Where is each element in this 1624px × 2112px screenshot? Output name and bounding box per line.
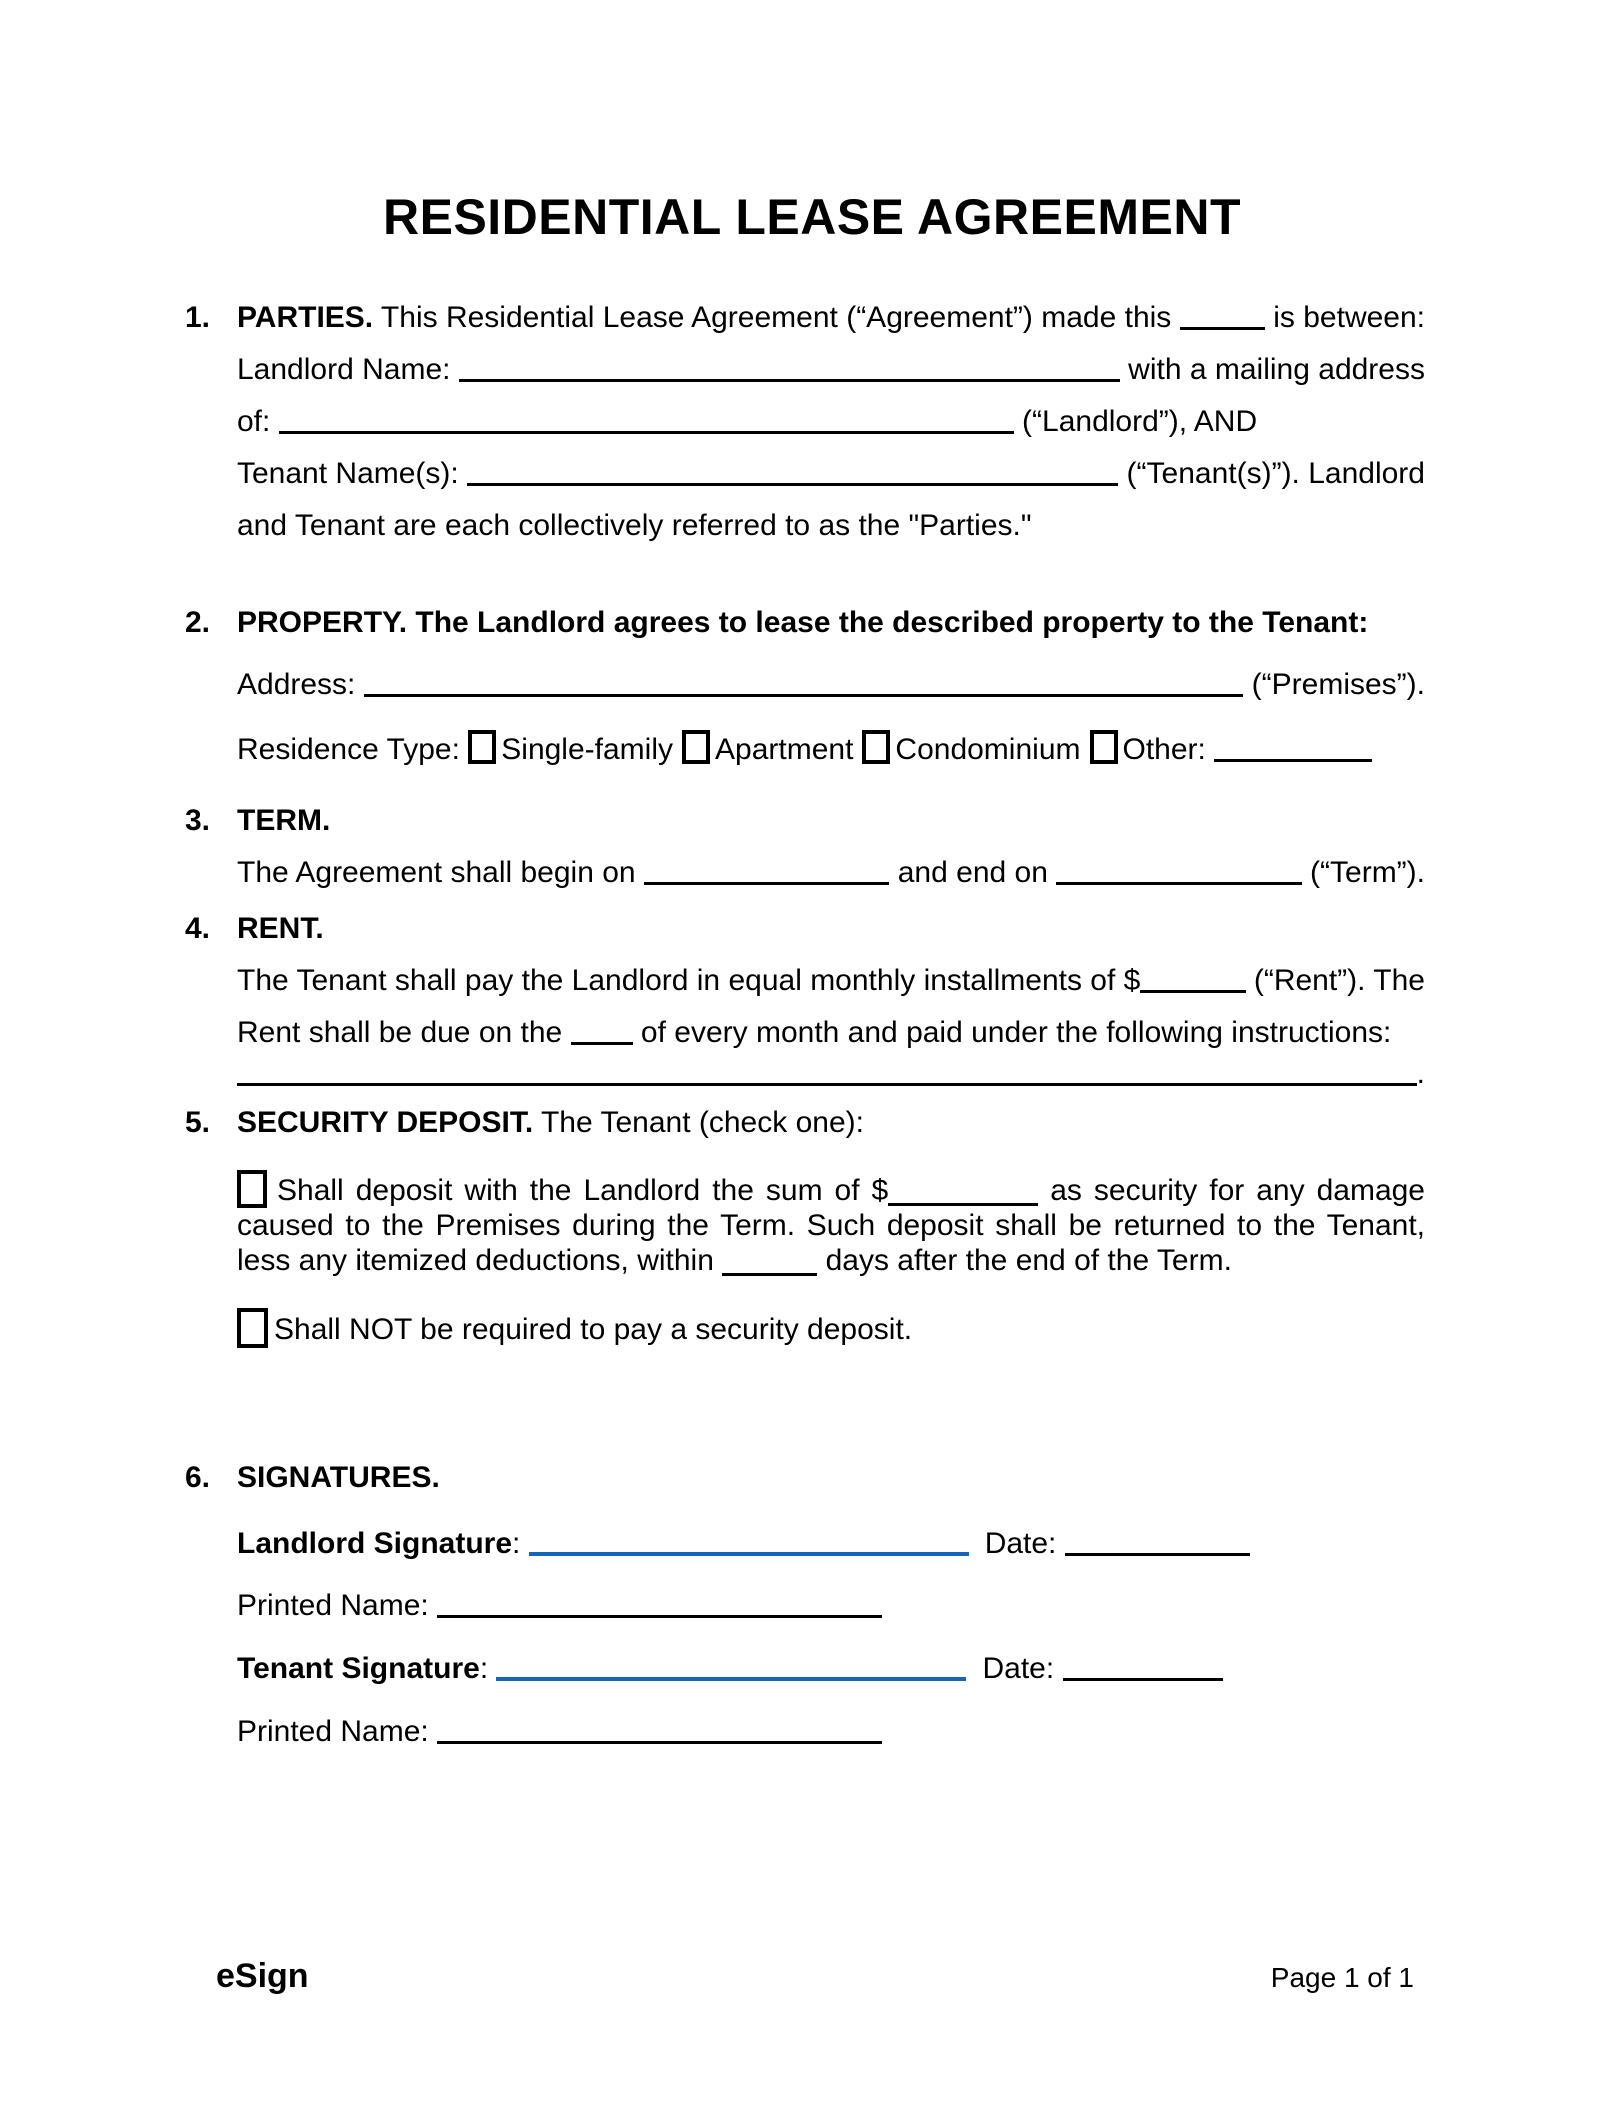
landlord-signature-line[interactable] [529,1518,969,1556]
address-line [237,659,1425,711]
landlord-address-label: of: [237,405,279,438]
security-heading: SECURITY DEPOSIT. [237,1106,534,1139]
tenant-printed-name-label: Printed Name: [237,1715,438,1748]
term-tail-text: (“Term”). [1301,856,1425,889]
rent-amount-tail: (“Rent”). The [1245,964,1425,997]
tenant-printed-name-row [237,1706,1425,1758]
section-number: 3. [185,804,211,837]
residence-other-label: Other: [1122,733,1215,766]
payment-instructions-blank[interactable] [237,1059,1417,1086]
property-heading-line [237,597,1425,649]
tenant-name-suffix: (“Tenant(s)”). Landlord [1118,457,1425,490]
rent-due-day-blank[interactable] [571,1007,633,1045]
page-footer [216,1954,1414,2000]
landlord-name-suffix: with a mailing address [1119,353,1425,386]
section-term [185,795,1425,899]
deposit-amount-blank[interactable] [888,1184,1038,1206]
deposit-text-2: as security for any damage caused to the Premises during the Term. Such deposit shall be returned to the Tenant, less any itemized deductions, within [237,1174,1425,1277]
colon: : [512,1527,529,1560]
term-start-date-blank[interactable] [644,847,889,885]
tenant-signature-line-row [237,1643,1425,1695]
landlord-address-suffix: (“Landlord”), AND [1013,405,1258,438]
section-number: 1. [185,301,211,334]
residence-type-label: Residence Type: [237,733,469,766]
rent-due-tail: of every month and paid under the following instructions: [632,1016,1392,1049]
no-deposit-text: Shall NOT be required to pay a security deposit. [274,1313,913,1346]
residence-apartment-label: Apartment [715,733,854,766]
security-heading-line [237,1097,1425,1149]
residence-single-family-label: Single-family [501,733,673,766]
tenant-printed-name-blank[interactable] [437,1706,882,1744]
page-number-label: Page 1 of 1 [1270,1962,1414,1993]
landlord-signature-line-row [237,1518,1425,1570]
property-heading-rest: The Landlord agrees to lease the described property to the Tenant: [407,606,1369,639]
premises-address-blank[interactable] [364,659,1244,697]
term-begin-text: The Agreement shall begin on [237,856,644,889]
rent-amount-text: The Tenant shall pay the Landlord in equal monthly installments of $ [237,964,1141,997]
landlord-printed-name-blank[interactable] [437,1580,882,1618]
deposit-required-checkbox[interactable] [237,1170,267,1208]
deposit-text-1: Shall deposit with the Landlord the sum of $ [277,1174,889,1207]
tenant-date-label: Date: [982,1652,1063,1685]
rent-amount-line [237,955,1425,1007]
tenant-name-label: Tenant Name(s): [237,457,468,490]
section-number: 2. [185,606,211,639]
document-title: RESIDENTIAL LEASE AGREEMENT [382,189,1242,245]
deposit-option-paragraph [237,1173,1425,1278]
term-heading: TERM. [237,804,331,837]
property-heading: PROPERTY. [237,606,408,639]
residence-apartment-checkbox[interactable] [682,730,710,764]
signatures-heading: SIGNATURES. [237,1461,440,1494]
section-number: 6. [185,1461,211,1494]
section-security-deposit [185,1097,1425,1356]
residence-other-checkbox[interactable] [1090,730,1118,764]
term-body-line [237,847,1425,899]
payment-instructions-line [237,1059,1425,1089]
landlord-date-blank[interactable] [1065,1518,1250,1556]
term-heading-line [237,795,1425,847]
deposit-text-3: days after the end of the Term. [817,1244,1232,1277]
section-property [185,597,1425,776]
rent-due-text: Rent shall be due on the [237,1016,571,1049]
no-deposit-checkbox[interactable] [237,1308,268,1348]
residence-condominium-label: Condominium [895,733,1081,766]
landlord-address-blank[interactable] [279,396,1014,434]
rent-due-line [237,1007,1425,1059]
landlord-name-line [237,344,1425,396]
landlord-address-line [237,396,1425,448]
section-parties [185,292,1425,552]
landlord-name-label: Landlord Name: [237,353,459,386]
rent-heading-line [237,903,1425,955]
colon: : [479,1652,497,1685]
rent-heading: RENT. [237,912,324,945]
parties-intro-tail: is between: [1264,301,1425,334]
landlord-signature-label: Landlord Signature [237,1527,513,1560]
parties-heading: PARTIES. [237,301,374,334]
section-signatures [185,1452,1425,1758]
parties-closing-text: and Tenant are each collectively referred to as the "Parties." [237,509,1032,542]
parties-intro-line [237,292,1425,344]
section-number: 4. [185,912,211,945]
instructions-period: . [1416,1057,1425,1090]
security-heading-rest: The Tenant (check one): [533,1106,864,1139]
no-deposit-option-line [237,1304,1425,1356]
landlord-printed-name-row [237,1580,1425,1632]
other-residence-blank[interactable] [1214,724,1372,762]
section-rent [185,903,1425,1089]
term-end-text: and end on [889,856,1057,889]
address-suffix: (“Premises”). [1243,668,1425,701]
landlord-date-label: Date: [984,1527,1065,1560]
deposit-return-days-blank[interactable] [722,1254,817,1276]
parties-intro-text: This Residential Lease Agreement (“Agreement”) made this [373,301,1180,334]
address-label: Address: [237,668,364,701]
tenant-signature-line[interactable] [496,1643,966,1681]
signatures-heading-line [237,1452,1425,1504]
residence-type-line [237,724,1425,776]
landlord-printed-name-label: Printed Name: [237,1589,438,1622]
section-number: 5. [185,1106,211,1139]
tenant-name-line [237,448,1425,500]
residence-single-family-checkbox[interactable] [468,730,496,764]
residence-condominium-checkbox[interactable] [862,730,890,764]
parties-closing-line [237,500,1425,552]
term-end-date-blank[interactable] [1056,847,1301,885]
agreement-date-blank[interactable] [1180,292,1265,330]
landlord-name-blank[interactable] [459,344,1120,382]
esign-logo: eSign [216,1957,309,1995]
tenant-date-blank[interactable] [1063,1643,1223,1681]
tenant-signature-label: Tenant Signature [237,1652,480,1685]
rent-amount-blank[interactable] [1140,955,1245,993]
tenant-name-blank[interactable] [467,448,1118,486]
